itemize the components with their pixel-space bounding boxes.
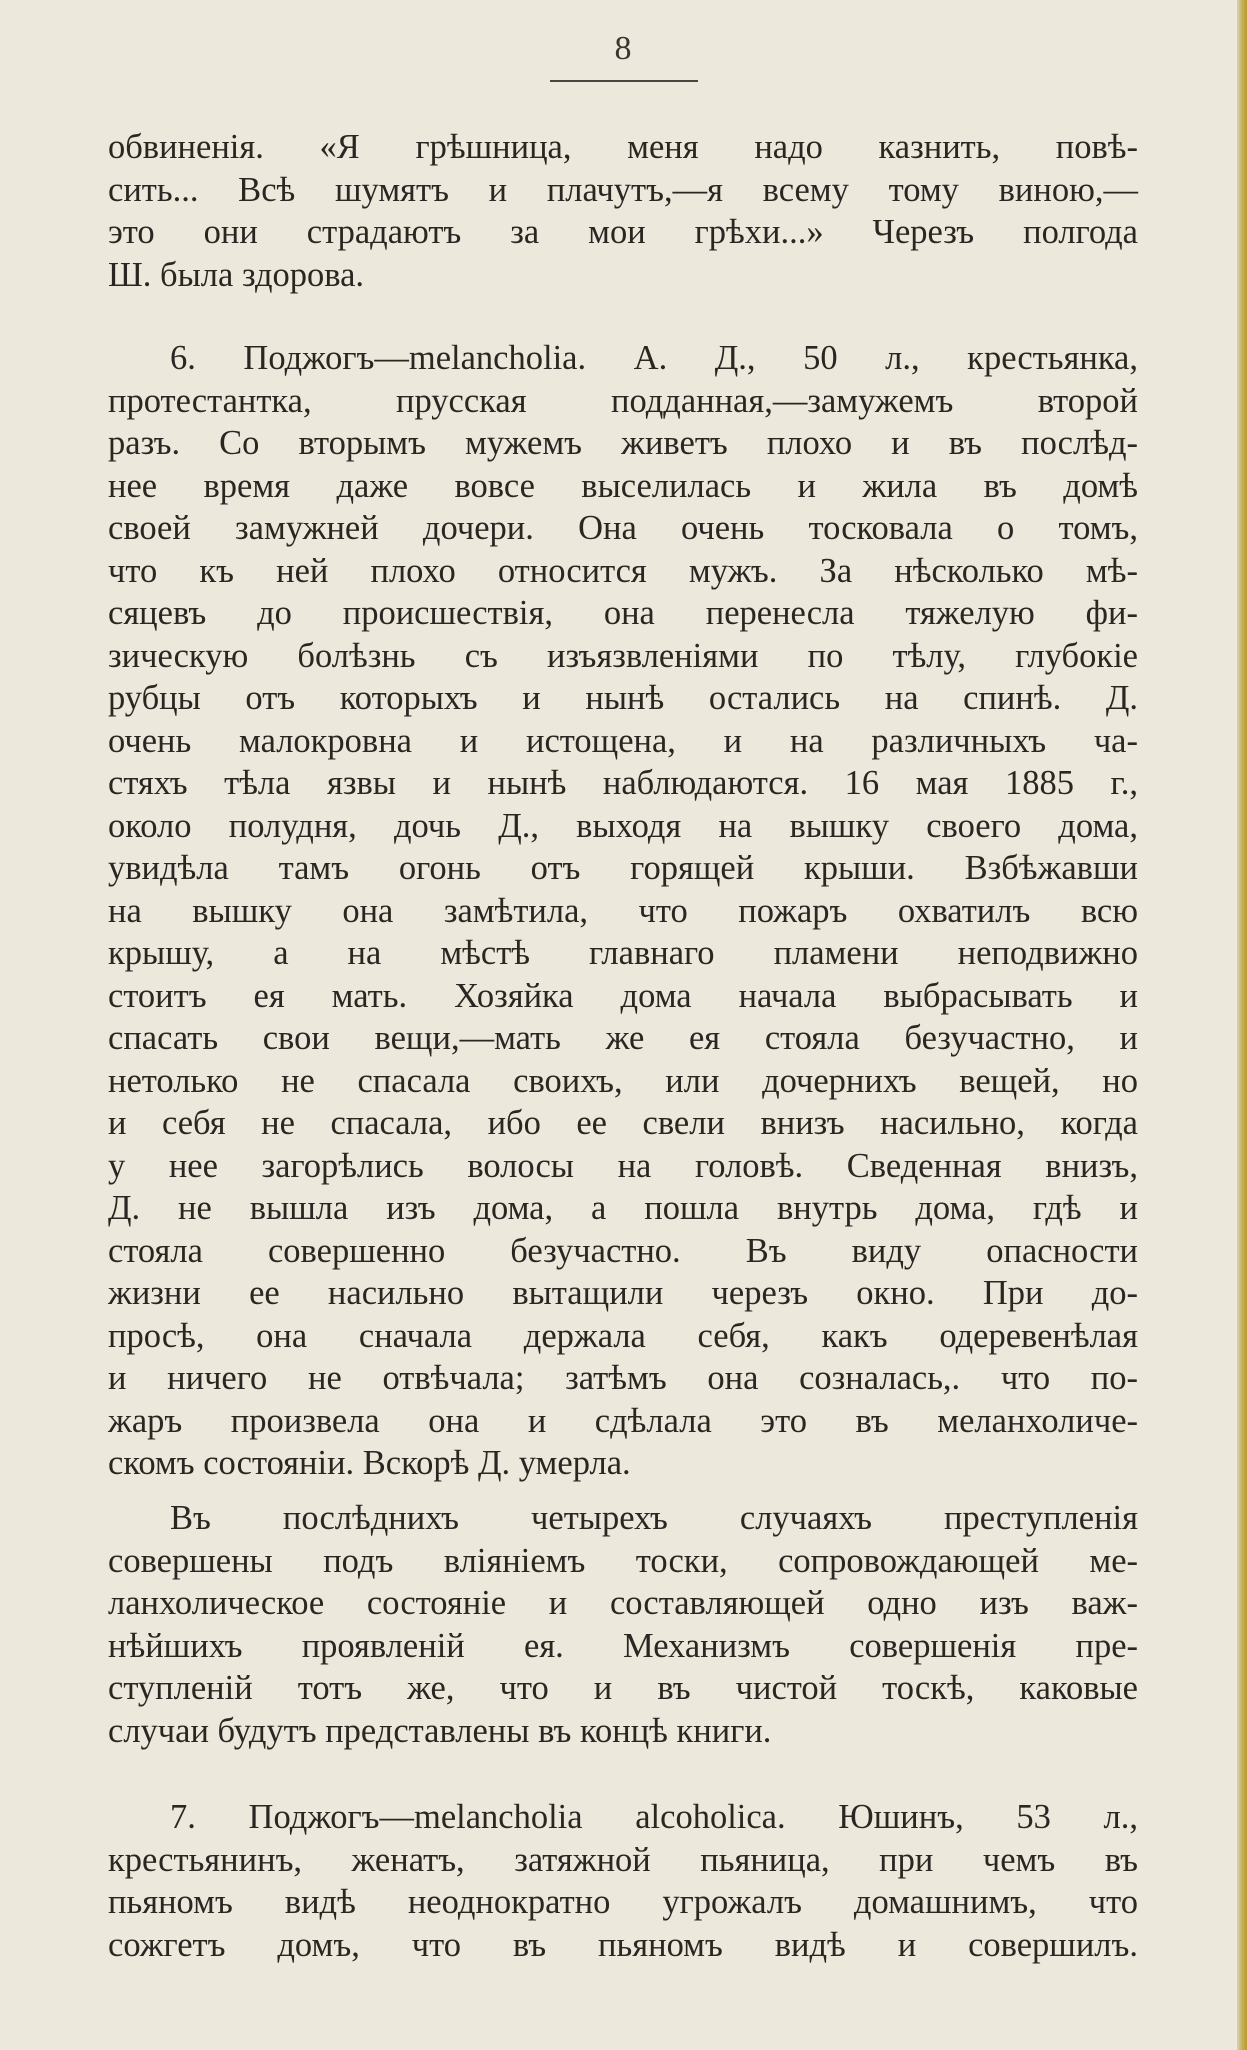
text-line: ланхолическое состояніе и составляющей одно изъ важ- [108, 1584, 1138, 1622]
text-line: это они страдаютъ за мои грѣхи...» Черезъ полгода [108, 213, 1138, 251]
page-number: 8 [614, 30, 633, 67]
text-line: увидѣла тамъ огонь отъ горящей крыши. Взбѣжавши [108, 849, 1138, 887]
text-line: и ничего не отвѣчала; затѣмъ она созналась,. что по- [108, 1359, 1138, 1397]
text-line: крестьянинъ, женатъ, затяжной пьяница, при чемъ въ [108, 1840, 1138, 1879]
case-6-paragraph [108, 337, 1138, 1485]
text-line: 7. Поджогъ—melancholia alcoholica. Юшинъ, 53 л., [170, 1798, 1138, 1836]
text-line: сить... Всѣ шумятъ и плачутъ,—я всему тому виною,— [108, 170, 1138, 209]
text-line: стояла совершенно безучастно. Въ виду опасности [108, 1231, 1138, 1270]
text-line: обвиненія. «Я грѣшница, меня надо казнить, повѣ- [108, 128, 1138, 166]
text-line: рубцы отъ которыхъ и нынѣ остались на спинѣ. Д. [108, 679, 1138, 717]
text-line: нетолько не спасала своихъ, или дочернихъ вещей, но [108, 1061, 1138, 1100]
text-line: нѣйшихъ проявленій ея. Механизмъ совершенія пре- [108, 1626, 1138, 1665]
text-line: скомъ состояніи. Вскорѣ Д. умерла. [108, 1444, 631, 1482]
text-line: Д. не вышла изъ дома, а пошла внутрь дома, гдѣ и [108, 1189, 1138, 1227]
text-line: своей замужней дочери. Она очень тосковала о томъ, [108, 509, 1138, 547]
text-line: что къ ней плохо относится мужъ. За нѣсколько мѣ- [108, 551, 1138, 590]
text-line: жизни ее насильно вытащили черезъ окно. При до- [108, 1274, 1138, 1312]
text-line: зическую болѣзнь съ изъязвленіями по тѣлу, глубокіе [108, 636, 1138, 675]
paragraph-continuation [108, 126, 1138, 296]
text-line: ступленій тотъ же, что и въ чистой тоскѣ, каковые [108, 1669, 1138, 1707]
text-line: крышу, а на мѣстѣ главнаго пламени неподвижно [108, 934, 1138, 972]
text-line: пьяномъ видѣ неоднократно угрожалъ домашнимъ, что [108, 1883, 1138, 1921]
text-line: протестантка, прусская подданная,—замужемъ второй [108, 381, 1138, 420]
text-line: спасать свои вещи,—мать же ея стояла безучастно, и [108, 1019, 1138, 1057]
text-line: нее время даже вовсе выселилась и жила въ домѣ [108, 466, 1138, 505]
text-line: стяхъ тѣла язвы и нынѣ наблюдаются. 16 мая 1885 г., [108, 764, 1138, 802]
text-line: жаръ произвела она и сдѣлала это въ меланхоличе- [108, 1401, 1138, 1440]
text-line: и себя не спасала, ибо ее свели внизъ насильно, когда [108, 1104, 1138, 1142]
text-line: около полудня, дочь Д., выходя на вышку своего дома, [108, 806, 1138, 845]
text-line: сяцевъ до происшествія, она перенесла тяжелую фи- [108, 594, 1138, 632]
text-line: случаи будутъ представлены въ концѣ книги. [108, 1711, 772, 1750]
text-line: просѣ, она сначала держала себя, какъ одеревенѣлая [108, 1316, 1138, 1355]
text-line: очень малокровна и истощена, и на различныхъ ча- [108, 721, 1138, 760]
text-line: 6. Поджогъ—melancholia. А. Д., 50 л., крестьянка, [170, 339, 1138, 377]
text-line: у нее загорѣлись волосы на головѣ. Сведенная внизъ, [108, 1146, 1138, 1185]
commentary-paragraph [108, 1497, 1138, 1752]
text-line: стоитъ ея мать. Хозяйка дома начала выбрасывать и [108, 976, 1138, 1015]
text-line: Въ послѣднихъ четырехъ случаяхъ преступленія [170, 1499, 1138, 1537]
text-line: на вышку она замѣтила, что пожаръ охватилъ всю [108, 891, 1138, 930]
text-line: сожгетъ домъ, что въ пьяномъ видѣ и совершилъ. [108, 1925, 1138, 1964]
header-rule [550, 80, 698, 82]
text-line: разъ. Со вторымъ мужемъ живетъ плохо и въ послѣд- [108, 424, 1138, 462]
text-line: совершены подъ вліяніемъ тоски, сопровождающей ме- [108, 1541, 1138, 1580]
text-line: Ш. была здорова. [108, 255, 365, 294]
case-7-paragraph [108, 1796, 1138, 1966]
page-edge [1237, 0, 1247, 2050]
